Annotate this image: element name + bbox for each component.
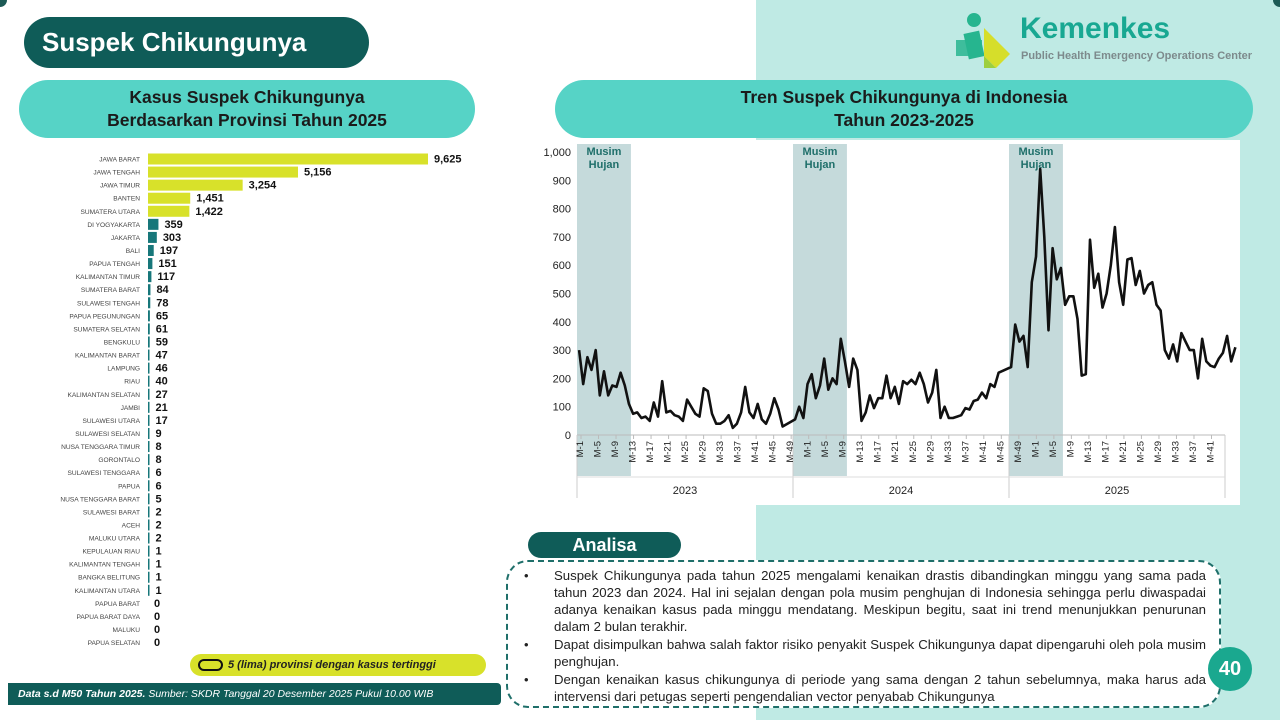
bar-value-label: 17 <box>155 414 168 427</box>
analisa-point: • Dapat disimpulkan bahwa salah faktor risiko penyakit Suspek Chikungunya dapat dipengaruhi oleh pola musim penghujan. <box>522 636 1206 670</box>
top-five-legend <box>190 654 486 676</box>
bar <box>148 546 150 557</box>
x-tick-label: M-29 <box>925 441 937 463</box>
x-tick-label: M-25 <box>680 441 692 463</box>
bar <box>148 533 150 544</box>
analisa-point: • Dengan kenaikan kasus chikungunya di periode yang sama dengan 2 tahun sebelumnya, maka harus ada intervensi dari petugas seperti pengendalian vector penyabab Chikungunya <box>522 671 1206 705</box>
bar-category-label: NUSA TENGGARA BARAT <box>60 496 140 504</box>
bar-category-label: NUSA TENGGARA TIMUR <box>61 444 140 452</box>
bar-category-label: BENGKULU <box>103 339 140 347</box>
x-tick-label: M-13 <box>1082 441 1094 463</box>
x-tick-label: M-21 <box>1117 441 1129 463</box>
bar-category-label: LAMPUNG <box>107 365 140 373</box>
bar-value-label: 1 <box>155 545 162 558</box>
trend-line-chart <box>525 140 1240 505</box>
x-tick-label: M-1 <box>802 441 814 458</box>
bar-category-label: KALIMANTAN TIMUR <box>75 274 140 282</box>
bar-value-label: 9 <box>155 427 162 440</box>
x-tick-label: M-9 <box>837 441 849 458</box>
bar <box>148 297 150 308</box>
bar <box>148 428 150 439</box>
bar-value-label: 0 <box>154 597 161 610</box>
y-tick-label: 600 <box>552 260 571 273</box>
y-tick-label: 1,000 <box>543 147 571 159</box>
season-label: Hujan <box>804 159 836 171</box>
kemenkes-logo-icon <box>952 10 1018 76</box>
bar <box>148 519 150 530</box>
bar-value-label: 40 <box>155 375 168 388</box>
line-chart-title <box>555 80 1253 138</box>
rainy-season-band <box>793 144 847 476</box>
rainy-season-band <box>1009 144 1063 476</box>
x-tick-label: M-17 <box>872 441 884 463</box>
bar-value-label: 78 <box>156 297 169 310</box>
bar-value-label: 0 <box>154 610 161 623</box>
bar-chart-title-line1: Kasus Suspek Chikungunya <box>129 87 365 107</box>
bar-value-label: 21 <box>155 401 168 414</box>
x-tick-label: M-17 <box>1100 441 1112 463</box>
legend-text: 5 (lima) provinsi dengan kasus tertinggi <box>228 659 436 671</box>
bar <box>148 363 150 374</box>
bar <box>148 415 150 426</box>
bar-category-label: PAPUA <box>118 483 140 491</box>
x-tick-label: M-1 <box>1030 441 1042 458</box>
bar-chart-title <box>19 80 475 138</box>
trend-chart-area <box>525 140 1240 505</box>
analisa-label: Analisa <box>528 532 681 558</box>
bar <box>148 310 150 321</box>
bar-category-label: SULAWESI TENGAH <box>76 300 140 308</box>
bar <box>148 467 150 478</box>
logo-subtitle: Public Health Emergency Operations Center <box>1021 50 1253 62</box>
bar-value-label: 47 <box>155 349 168 362</box>
bar <box>148 493 150 504</box>
page-number: 40 <box>1208 647 1252 691</box>
bar-value-label: 2 <box>155 532 162 545</box>
bar-category-label: PAPUA PEGUNUNGAN <box>69 313 140 321</box>
x-tick-label: M-5 <box>592 441 604 458</box>
trend-series-line <box>579 169 1235 428</box>
bar <box>148 402 150 413</box>
bar-value-label: 117 <box>157 271 176 284</box>
bar <box>148 258 152 269</box>
source-period: Data s.d M50 Tahun 2025. <box>18 688 146 700</box>
bar <box>148 271 151 282</box>
analisa-list <box>522 567 1206 706</box>
bar-value-label: 0 <box>154 637 161 650</box>
province-bar-chart <box>0 150 500 655</box>
x-tick-label: M-37 <box>960 441 972 463</box>
data-source-note <box>8 683 501 705</box>
bar-value-label: 61 <box>155 323 169 336</box>
x-tick-label: M-25 <box>1135 441 1147 463</box>
season-label: Musim <box>1018 146 1054 158</box>
bar-category-label: BALI <box>125 247 140 255</box>
x-tick-label: M-13 <box>855 441 867 463</box>
bar <box>148 572 150 583</box>
bar-value-label: 197 <box>159 244 179 257</box>
bar-category-label: KALIMANTAN SELATAN <box>67 391 140 399</box>
x-tick-label: M-41 <box>750 441 762 463</box>
bar-category-label: GORONTALO <box>98 457 140 465</box>
bar <box>148 219 158 230</box>
y-tick-label: 700 <box>552 231 571 244</box>
bar <box>148 585 150 596</box>
bar-value-label: 2 <box>155 506 162 519</box>
bar <box>148 559 150 570</box>
y-tick-label: 200 <box>552 373 571 386</box>
bar-value-label: 1,422 <box>195 205 223 218</box>
bar <box>148 336 150 347</box>
bar-value-label: 151 <box>158 258 177 271</box>
y-tick-label: 400 <box>552 316 571 329</box>
bar-value-label: 9,625 <box>434 153 462 166</box>
bar-category-label: MALUKU UTARA <box>88 535 140 543</box>
bar <box>148 154 428 165</box>
y-tick-label: 0 <box>564 430 571 442</box>
bar-category-label: RIAU <box>124 378 140 386</box>
page-title: Suspek Chikungunya <box>24 17 369 68</box>
bar <box>148 376 150 387</box>
bar-value-label: 6 <box>155 467 162 480</box>
line-chart-title-line1: Tren Suspek Chikungunya di Indonesia <box>740 87 1068 107</box>
bar-category-label: SUMATERA BARAT <box>80 287 140 295</box>
bar-category-label: ACEH <box>121 522 140 530</box>
x-tick-label: M-9 <box>1065 441 1077 458</box>
bar-category-label: JAMBI <box>120 404 140 412</box>
bar-value-label: 59 <box>155 336 168 349</box>
bar-category-label: DI YOGYAKARTA <box>87 221 140 229</box>
x-tick-label: M-9 <box>610 441 622 458</box>
bar-category-label: SULAWESI BARAT <box>82 509 140 517</box>
bar-category-label: PAPUA SELATAN <box>87 640 140 648</box>
bar-category-label: JAKARTA <box>110 234 140 242</box>
bar-category-label: SULAWESI SELATAN <box>75 430 140 438</box>
highlight-ring-icon <box>198 659 223 671</box>
bar-category-label: PAPUA BARAT DAYA <box>76 613 140 621</box>
logo-name: Kemenkes <box>1020 12 1171 45</box>
bar-category-label: KALIMANTAN UTARA <box>74 587 140 595</box>
bar-category-label: PAPUA TENGAH <box>89 261 140 269</box>
bar-value-label: 46 <box>155 362 168 375</box>
y-tick-label: 500 <box>552 288 571 301</box>
y-tick-label: 300 <box>552 345 571 358</box>
season-label: Musim <box>802 146 838 158</box>
bar-value-label: 1 <box>155 571 162 584</box>
bar <box>148 454 150 465</box>
bar <box>148 206 189 217</box>
bar <box>148 350 150 361</box>
x-tick-label: M-13 <box>627 441 639 463</box>
bar-category-label: PAPUA BARAT <box>95 600 140 608</box>
bar-value-label: 65 <box>155 310 169 323</box>
bar <box>148 180 243 191</box>
bar-value-label: 8 <box>155 441 162 454</box>
bar <box>148 480 150 491</box>
season-label: Musim <box>586 146 622 158</box>
x-tick-label: M-41 <box>977 441 989 463</box>
bar <box>148 389 150 400</box>
x-tick-label: M-45 <box>995 441 1007 463</box>
bar-category-label: KALIMANTAN BARAT <box>75 352 140 360</box>
corner-dot <box>0 0 7 7</box>
bar-value-label: 1 <box>155 558 162 571</box>
x-tick-label: M-33 <box>1170 441 1182 463</box>
bar-category-label: BANTEN <box>113 195 140 203</box>
y-tick-label: 900 <box>552 175 571 188</box>
year-label: 2024 <box>888 485 914 497</box>
x-tick-label: M-5 <box>1047 441 1059 458</box>
bar-category-label: KALIMANTAN TENGAH <box>69 561 140 569</box>
bar-value-label: 6 <box>155 480 162 493</box>
year-label: 2025 <box>1104 485 1130 497</box>
bar <box>148 284 150 295</box>
x-tick-label: M-49 <box>1012 441 1024 463</box>
x-tick-label: M-21 <box>662 441 674 463</box>
bar-category-label: BANGKA BELITUNG <box>78 574 140 582</box>
analisa-point: • Suspek Chikungunya pada tahun 2025 mengalami kenaikan drastis dibandingkan minggu yang sama pada tahun 2023 dan 2024. Hal ini sejalan dengan pola musim penghujan di Indonesia sehingga perlu diwaspadai adanya kenaikan kasus pada minggu mendatang. Meskipun begitu, saat ini trend menunjukkan penurunan dalam 2 bulan terakhir. <box>522 567 1206 635</box>
x-tick-label: M-37 <box>1187 441 1199 463</box>
bar-category-label: JAWA TIMUR <box>99 182 140 190</box>
bar-chart-title-line2: Berdasarkan Provinsi Tahun 2025 <box>107 110 387 130</box>
bar-value-label: 3,254 <box>248 179 277 192</box>
bar-category-label: JAWA BARAT <box>99 156 140 164</box>
x-tick-label: M-25 <box>907 441 919 463</box>
y-tick-label: 100 <box>552 401 571 414</box>
x-tick-label: M-37 <box>732 441 744 463</box>
bar <box>148 232 157 243</box>
x-tick-label: M-49 <box>785 441 797 463</box>
bar <box>148 506 150 517</box>
source-text: Sumber: SKDR Tanggal 20 Desember 2025 Pukul 10.00 WIB <box>145 688 434 700</box>
x-tick-label: M-45 <box>767 441 779 463</box>
bar-value-label: 5,156 <box>303 166 332 179</box>
season-label: Hujan <box>1020 159 1052 171</box>
rainy-season-band <box>577 144 631 476</box>
bar-category-label: SUMATERA UTARA <box>80 208 140 216</box>
x-tick-label: M-21 <box>890 441 902 463</box>
bar-value-label: 5 <box>155 493 162 506</box>
bar-category-label: SUMATERA SELATAN <box>73 326 140 334</box>
bar-category-label: JAWA TENGAH <box>93 169 140 177</box>
x-tick-label: M-29 <box>697 441 709 463</box>
bar-value-label: 1 <box>155 584 162 597</box>
bar-value-label: 2 <box>155 519 162 532</box>
bar-category-label: MALUKU <box>112 627 140 635</box>
bar-value-label: 0 <box>154 624 161 637</box>
bar-category-label: SULAWESI TENGGARA <box>67 470 140 478</box>
bar-value-label: 84 <box>156 284 169 297</box>
bar <box>148 167 298 178</box>
bar-value-label: 303 <box>162 231 182 244</box>
x-tick-label: M-17 <box>645 441 657 463</box>
bar <box>148 193 190 204</box>
x-tick-label: M-1 <box>575 441 586 458</box>
bar <box>148 323 150 334</box>
bar-value-label: 1,451 <box>196 192 224 205</box>
x-tick-label: M-33 <box>942 441 954 463</box>
x-tick-label: M-29 <box>1152 441 1164 463</box>
x-tick-label: M-33 <box>715 441 727 463</box>
x-tick-label: M-41 <box>1205 441 1217 463</box>
bar <box>148 441 150 452</box>
x-tick-label: M-5 <box>820 441 832 458</box>
season-label: Hujan <box>588 159 620 171</box>
year-label: 2023 <box>672 485 698 497</box>
bar-value-label: 359 <box>164 218 183 231</box>
analisa-box <box>506 560 1221 708</box>
bar-value-label: 8 <box>155 454 162 467</box>
bar <box>148 245 154 256</box>
y-tick-label: 800 <box>552 203 571 216</box>
bar-value-label: 27 <box>155 388 168 401</box>
line-chart-title-line2: Tahun 2023-2025 <box>834 110 974 130</box>
bar-category-label: SULAWESI UTARA <box>82 417 140 425</box>
bar-category-label: KEPULAUAN RIAU <box>82 548 140 556</box>
